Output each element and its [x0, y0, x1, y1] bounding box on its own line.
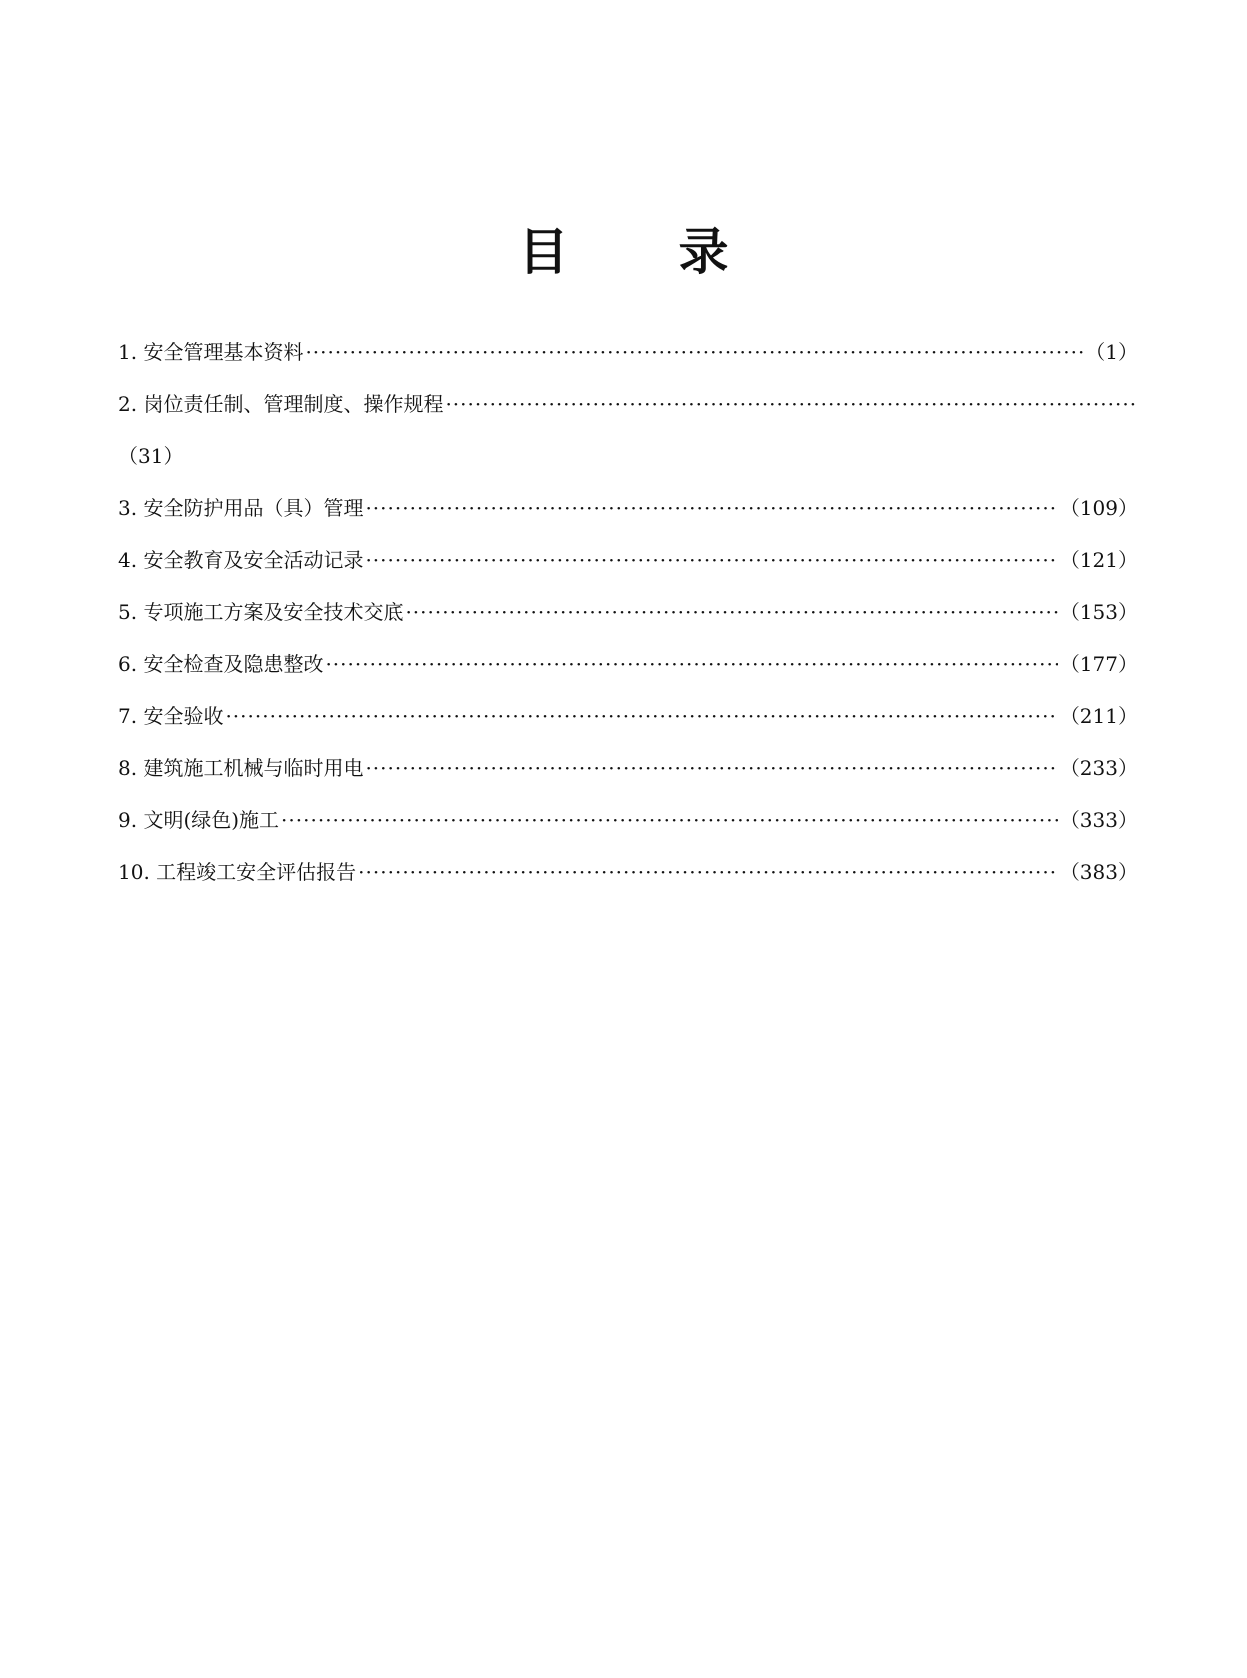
toc-leader-dots — [358, 860, 1058, 884]
toc-entry-2[interactable] — [118, 388, 1138, 440]
toc-page-number: （1） — [1085, 340, 1138, 364]
toc-leader-dots — [365, 756, 1057, 780]
toc-entry-7[interactable] — [118, 700, 1138, 752]
toc-leader-dots — [225, 704, 1057, 728]
toc-leader-dots — [365, 496, 1057, 520]
toc-leader-dots — [445, 392, 1138, 416]
toc-label: 9. 文明(绿色)施工 — [118, 808, 280, 832]
toc-label: 5. 专项施工方案及安全技术交底 — [118, 600, 404, 624]
toc-leader-dots — [281, 808, 1058, 832]
toc-page-number: （177） — [1059, 652, 1138, 676]
toc-page-number: （121） — [1059, 548, 1138, 572]
toc-entry-3[interactable] — [118, 492, 1138, 544]
toc-label: 4. 安全教育及安全活动记录 — [118, 548, 364, 572]
toc-label: 1. 安全管理基本资料 — [118, 340, 304, 364]
toc-label: 6. 安全检查及隐患整改 — [118, 652, 324, 676]
title-char-2: 录 — [678, 223, 729, 281]
title-char-1: 目 — [518, 223, 569, 281]
toc-label: 3. 安全防护用品（具）管理 — [118, 496, 364, 520]
toc-entry-8[interactable] — [118, 752, 1138, 804]
toc-leader-dots — [405, 600, 1057, 624]
toc-page-number: （211） — [1059, 704, 1138, 728]
toc-page-number: （31） — [118, 444, 184, 468]
toc-label: 2. 岗位责任制、管理制度、操作规程 — [118, 392, 444, 416]
toc-entry-10[interactable] — [118, 856, 1138, 908]
toc-label: 7. 安全验收 — [118, 704, 224, 728]
toc-leader-dots — [325, 652, 1057, 676]
toc-page-number: （109） — [1059, 496, 1138, 520]
toc-entry-5[interactable] — [118, 596, 1138, 648]
page-title — [0, 222, 1247, 282]
toc-entry-1[interactable] — [118, 336, 1138, 388]
toc-entry-9[interactable] — [118, 804, 1138, 856]
toc-label: 10. 工程竣工安全评估报告 — [118, 860, 357, 884]
toc-leader-dots — [305, 340, 1083, 364]
toc-page-number: （233） — [1059, 756, 1138, 780]
table-of-contents — [118, 336, 1138, 908]
toc-page-number: （153） — [1059, 600, 1138, 624]
toc-page-number: （333） — [1059, 808, 1138, 832]
toc-entry-4[interactable] — [118, 544, 1138, 596]
toc-entry-6[interactable] — [118, 648, 1138, 700]
toc-label: 8. 建筑施工机械与临时用电 — [118, 756, 364, 780]
toc-leader-dots — [365, 548, 1057, 572]
toc-page-number: （383） — [1059, 860, 1138, 884]
toc-entry-2-page-line — [118, 440, 1138, 492]
